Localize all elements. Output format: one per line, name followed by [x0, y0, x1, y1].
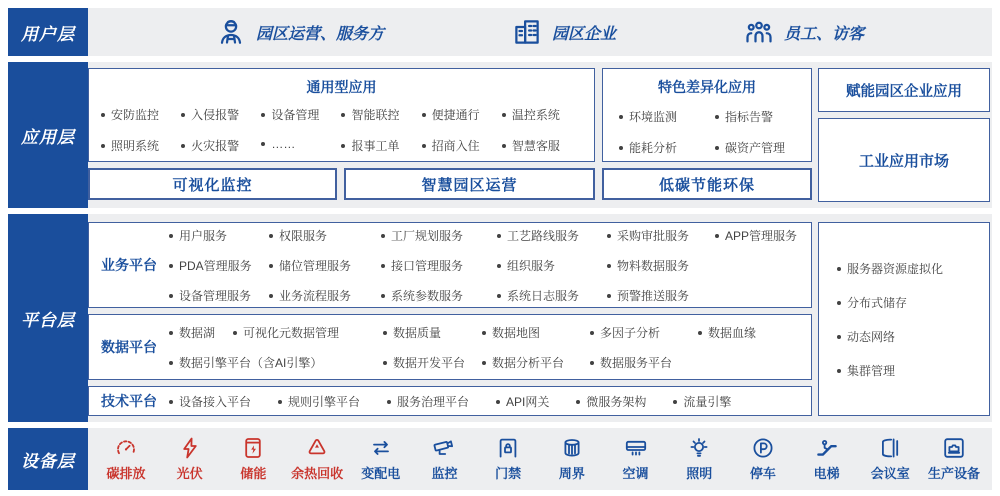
- device-item-label: 电梯: [813, 466, 840, 481]
- device-item: [355, 436, 407, 482]
- platform-item: 数据开发平台: [383, 354, 482, 371]
- light-bulb-icon: [687, 436, 711, 460]
- platform-item: 用户服务: [169, 227, 269, 244]
- worker-icon: [216, 17, 246, 47]
- app-item: 入侵报警: [181, 106, 261, 123]
- platform-item: 规则引擎平台: [278, 393, 360, 410]
- recycle-icon: [305, 436, 329, 460]
- platform-item: 接口管理服务: [381, 257, 497, 274]
- platform-item: API网关: [496, 393, 549, 410]
- platform-item: 设备接入平台: [169, 393, 251, 410]
- platform-item: 预警推送服务: [607, 287, 715, 304]
- app-item: 温控系统: [502, 106, 582, 123]
- app-item: 智慧客服: [502, 137, 582, 154]
- visual-monitoring-bar: [88, 168, 337, 200]
- device-layer-band: [8, 428, 992, 490]
- device-item: [546, 436, 598, 482]
- user-layer-label: 用户层: [8, 8, 88, 56]
- user-group-operators: [216, 17, 384, 47]
- platform-layer-band: [8, 214, 992, 422]
- parking-icon: [751, 436, 775, 460]
- platform-item: 多因子分析: [590, 324, 698, 341]
- smart-park-operation-bar: [344, 168, 595, 200]
- general-apps-box: [88, 68, 595, 162]
- device-item: [482, 436, 534, 482]
- platform-item: 物料数据服务: [607, 257, 715, 274]
- device-item: [227, 436, 279, 482]
- platform-item: 数据服务平台: [590, 354, 698, 371]
- app-item: 设备管理: [261, 106, 341, 123]
- platform-item: APP管理服务: [715, 227, 805, 244]
- infra-item: 集群管理: [837, 362, 989, 379]
- industrial-market-box: [818, 118, 990, 202]
- device-item-label: 门禁: [495, 466, 522, 481]
- infrastructure-box: [818, 222, 990, 416]
- building-icon: [512, 17, 542, 47]
- device-item: [100, 436, 152, 482]
- platform-item: 可视化元数据管理: [233, 324, 383, 341]
- air-conditioner-icon: [624, 436, 648, 460]
- business-platform-box: [88, 222, 812, 308]
- platform-item: 工艺路线服务: [497, 227, 607, 244]
- battery-storage-icon: [241, 436, 265, 460]
- platform-item: 服务治理平台: [387, 393, 469, 410]
- tech-platform-title: 技术平台: [101, 393, 157, 409]
- business-platform-title: 业务平台: [101, 257, 157, 273]
- platform-item: PDA管理服务: [169, 257, 269, 274]
- special-apps-items: [619, 108, 811, 156]
- special-apps-box: [602, 68, 812, 162]
- device-item: [418, 436, 470, 482]
- device-item-label: 停车: [749, 466, 776, 481]
- app-item: 火灾报警: [181, 137, 261, 154]
- app-item: 智能联控: [341, 106, 421, 123]
- user-group-label: 员工、访客: [783, 25, 864, 43]
- data-platform-title: 数据平台: [101, 339, 157, 355]
- app-item: ……: [261, 137, 341, 154]
- device-item-label: 会议室: [870, 466, 910, 481]
- platform-item: 系统日志服务: [497, 287, 607, 304]
- device-item-label: 生产设备: [927, 466, 980, 481]
- visual-monitoring-label: 可视化监控: [172, 176, 253, 194]
- user-group-label: 园区企业: [551, 25, 616, 43]
- platform-item: 业务流程服务: [269, 287, 381, 304]
- low-carbon-label: 低碳节能环保: [658, 176, 755, 194]
- infra-item: 分布式储存: [837, 294, 989, 311]
- gauge-icon: [114, 436, 138, 460]
- device-item: [610, 436, 662, 482]
- tech-platform-items: [169, 393, 811, 410]
- user-group-visitors: [744, 17, 864, 47]
- industrial-market-title: 工业应用市场: [858, 152, 949, 170]
- platform-item: 权限服务: [269, 227, 381, 244]
- user-layer-band: [8, 8, 992, 56]
- general-apps-items: [101, 106, 582, 154]
- device-item-label: 余热回收: [291, 466, 344, 481]
- people-group-icon: [744, 17, 774, 47]
- business-platform-items: [169, 227, 811, 304]
- device-item: [737, 436, 789, 482]
- escalator-icon: [815, 436, 839, 460]
- user-group-enterprises: [512, 17, 616, 47]
- business-row: [169, 227, 805, 244]
- empower-apps-title: 赋能园区企业应用: [846, 83, 962, 100]
- device-items-row: [92, 428, 988, 490]
- data-row: [169, 324, 805, 341]
- user-group-label: 园区运营、服务方: [255, 25, 384, 43]
- business-row: [169, 257, 805, 274]
- platform-item: 系统参数服务: [381, 287, 497, 304]
- device-item: [801, 436, 853, 482]
- platform-item: 流量引擎: [673, 393, 731, 410]
- data-platform-items: [169, 324, 811, 371]
- device-item: [164, 436, 216, 482]
- empower-apps-box: [818, 68, 990, 112]
- app-layer-label: 应用层: [8, 62, 88, 208]
- app-item: 便捷通行: [422, 106, 502, 123]
- device-layer-label: 设备层: [8, 428, 88, 490]
- platform-item: 数据分析平台: [482, 354, 590, 371]
- data-row: [169, 354, 805, 371]
- platform-item: 设备管理服务: [169, 287, 269, 304]
- platform-item: 采购审批服务: [607, 227, 715, 244]
- device-item: [673, 436, 725, 482]
- lightning-icon: [178, 436, 202, 460]
- tech-platform-box: [88, 386, 812, 416]
- door-lock-icon: [496, 436, 520, 460]
- data-platform-box: [88, 314, 812, 380]
- app-item: 指标告警: [715, 108, 811, 125]
- device-item-label: 监控: [431, 466, 458, 481]
- infra-item: 动态网络: [837, 328, 989, 345]
- device-item: [864, 436, 916, 482]
- device-item-label: 照明: [686, 466, 713, 481]
- device-item: [928, 436, 980, 482]
- platform-item: 数据血缘: [698, 324, 805, 341]
- machine-icon: [942, 436, 966, 460]
- device-item-label: 变配电: [361, 466, 401, 481]
- infra-item: 服务器资源虚拟化: [837, 260, 989, 277]
- app-item: 照明系统: [101, 137, 181, 154]
- device-item-label: 光伏: [176, 466, 203, 481]
- platform-item: 组织服务: [497, 257, 607, 274]
- platform-item: 微服务架构: [576, 393, 646, 410]
- special-apps-title: 特色差异化应用: [658, 79, 756, 95]
- device-item-label: 空调: [622, 466, 649, 481]
- app-item: 招商入住: [422, 137, 502, 154]
- app-item: 环境监测: [619, 108, 715, 125]
- general-apps-title: 通用型应用: [306, 79, 377, 95]
- exchange-arrows-icon: [369, 436, 393, 460]
- platform-item: 数据湖: [169, 324, 233, 341]
- app-layer-band: [8, 62, 992, 208]
- meeting-room-icon: [878, 436, 902, 460]
- user-groups: [88, 8, 992, 56]
- perimeter-icon: [560, 436, 584, 460]
- platform-item: 数据地图: [482, 324, 590, 341]
- platform-item: 工厂规划服务: [381, 227, 497, 244]
- device-item-label: 周界: [558, 466, 585, 481]
- device-item-label: 碳排放: [106, 466, 146, 481]
- platform-layer-label: 平台层: [8, 214, 88, 422]
- app-item: 碳资产管理: [715, 139, 811, 156]
- cctv-camera-icon: [432, 436, 456, 460]
- platform-item: 数据质量: [383, 324, 482, 341]
- business-row: [169, 287, 805, 304]
- device-item-label: 储能: [240, 466, 267, 481]
- smart-park-operation-label: 智慧园区运营: [421, 176, 518, 194]
- platform-item: 数据引擎平台（含AI引擎）: [169, 354, 383, 371]
- app-item: 报事工单: [341, 137, 421, 154]
- app-item: 能耗分析: [619, 139, 715, 156]
- app-item: 安防监控: [101, 106, 181, 123]
- platform-item: 储位管理服务: [269, 257, 381, 274]
- low-carbon-bar: [602, 168, 812, 200]
- device-item: [291, 436, 343, 482]
